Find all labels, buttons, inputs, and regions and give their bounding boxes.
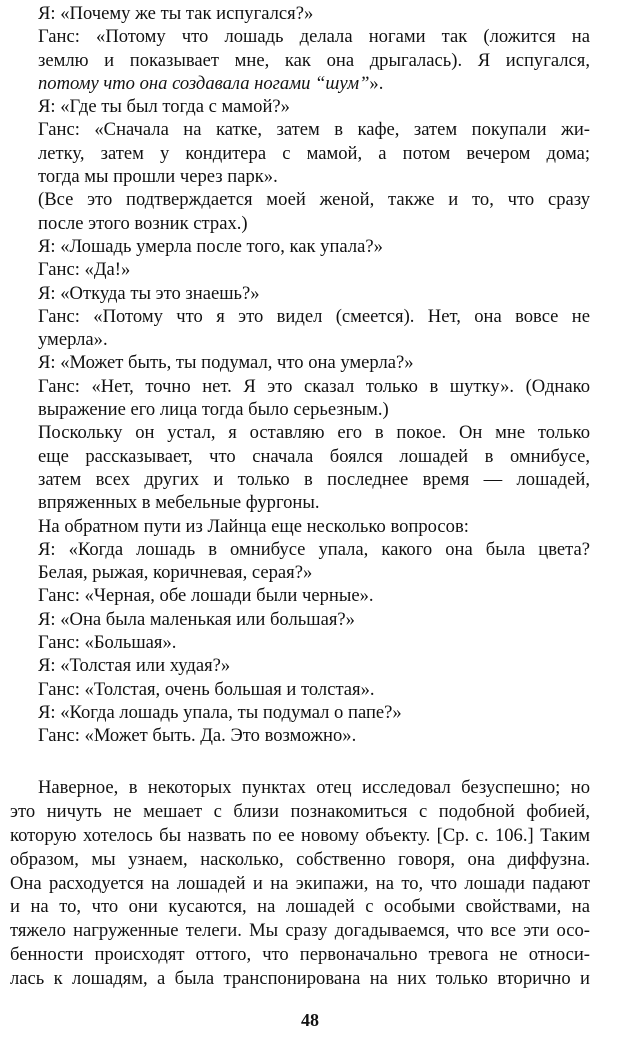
dialogue-line [38, 72, 590, 95]
dialogue-line: Я: «Почему же ты так испугался?» [38, 3, 314, 24]
dialogue-line: летку, затем у кондитера с мамой, а потом вечером дома; [38, 142, 590, 164]
dialogue-line: после этого возник страх.) [38, 212, 248, 234]
dialogue-line: Я: «Может быть, ты подумал, что она умерла?» [38, 352, 414, 374]
dialogue-line: (Все это подтверждается моей женой, также и то, что сразу [38, 189, 590, 211]
dialogue-line: Ганс: «Сначала на катке, затем в кафе, затем покупали жи- [38, 119, 590, 141]
prose-paragraph [10, 776, 590, 991]
dialogue-line: Ганс: «Черная, обе лошади были черные». [38, 585, 374, 607]
dialogue-line: Ганс: «Нет, точно нет. Я это сказал только в шутку». (Однако [38, 375, 590, 397]
dialogue-line: Я: «Где ты был тогда с мамой?» [38, 96, 290, 118]
dialogue-line: Поскольку он устал, я оставляю его в покое. Он мне только [38, 422, 590, 444]
dialogue-line: На обратном пути из Лайнца еще несколько вопросов: [38, 515, 469, 537]
dialogue-line: затем всех других и только в последнее время — лошадей, [38, 468, 590, 490]
prose-line: это ничуть не мешает с близи познакомиться с подобной фобией, [10, 800, 590, 822]
dialogue-block [38, 2, 590, 748]
dialogue-line: Я: «Когда лошадь в омнибусе упала, какого она была цвета? [38, 538, 590, 560]
dialogue-line: Ганс: «Потому что я это видел (смеется). Нет, она вовсе не [38, 305, 590, 327]
prose-line: которую хотелось бы назвать по ее новому объекту. [Ср. с. 106.] Таким [10, 824, 590, 846]
dialogue-line: Белая, рыжая, коричневая, серая?» [38, 562, 313, 584]
dialogue-line: Ганс: «Может быть. Да. Это возможно». [38, 725, 357, 747]
prose-line: образом, мы узнаем, насколько, собственно говоря, она диффузна. [10, 848, 590, 870]
prose-line: лась к лошадям, а была транспонирована на них только вторично и [10, 968, 590, 990]
dialogue-line: землю и показывает мне, как она дрыгалась). Я испугался, [38, 49, 590, 71]
prose-line: тяжело нагруженные телеги. Мы сразу догадываемся, что все эти осо- [10, 920, 590, 942]
prose-line: Наверное, в некоторых пунктах отец исследовал безуспешно; но [38, 777, 590, 798]
dialogue-line: умерла». [38, 329, 108, 351]
page-number: 48 [301, 1010, 319, 1030]
dialogue-line: Ганс: «Большая». [38, 632, 177, 654]
dialogue-line: Я: «Откуда ты это знаешь?» [38, 282, 260, 304]
dialogue-line: еще рассказывает, что сначала боялся лошадей в омнибусе, [38, 445, 590, 467]
dialogue-line: Я: «Когда лошадь упала, ты подумал о папе?» [38, 701, 402, 723]
dialogue-line: Я: «Толстая или худая?» [38, 655, 231, 677]
dialogue-line-italic: потому что она создавала ногами “шум” [38, 72, 370, 94]
dialogue-line: выражение его лица тогда было серьезным.) [38, 399, 389, 421]
prose-line: и на то, что они кусаются, на лошадей с особыми свойствами, на [10, 896, 590, 918]
dialogue-line: Ганс: «Потому что лошадь делала ногами так (ложится на [38, 26, 590, 48]
dialogue-line: тогда мы прошли через парк». [38, 166, 278, 188]
prose-line: бенности происходят оттого, что первоначально тревога не относи- [10, 944, 590, 966]
prose-line: Она расходуется на лошадей и на экипажи, на то, что лошади падают [10, 872, 590, 894]
dialogue-line: Ганс: «Толстая, очень большая и толстая». [38, 678, 375, 700]
dialogue-line-text: ». [369, 72, 384, 94]
dialogue-line: Я: «Лошадь умерла после того, как упала?» [38, 235, 383, 257]
dialogue-line: впряженных в мебельные фургоны. [38, 492, 320, 514]
dialogue-line: Я: «Она была маленькая или большая?» [38, 608, 355, 630]
dialogue-line: Ганс: «Да!» [38, 259, 131, 281]
